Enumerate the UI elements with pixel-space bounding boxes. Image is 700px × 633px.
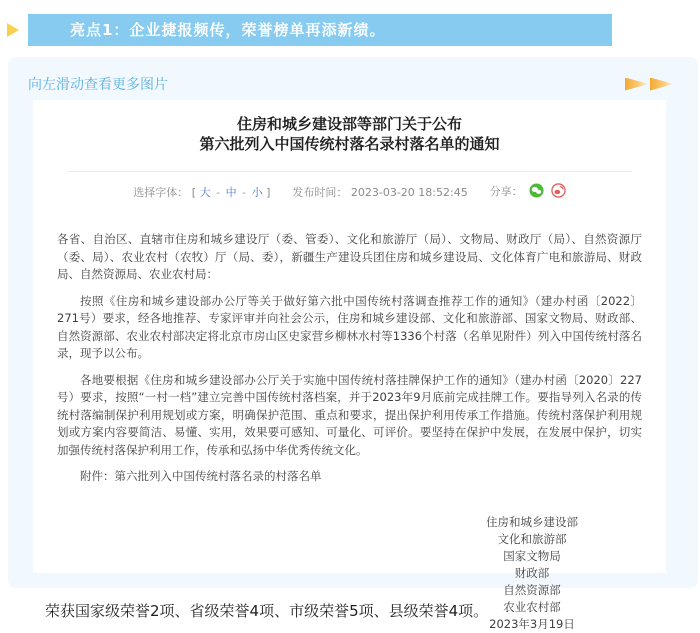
signature-date: 2023年3月19日	[489, 616, 575, 631]
paragraph-requirements: 各地要根据《住房和城乡建设部办公厅关于实施中国传统村落挂牌保护工作的通知》（建办村函〔2020〕227号）要求，按照“一村一档”建立完善中国传统村落档案，并于2023年9月底前完成挂牌工作。要指导列入名录的传统村落编制保护利用规划或方案，明确保护范围、重点和要求，提出保护利用传承工作措施。传统村落保护利用规划或方案内容要简洁、易懂、实用，效果要可感知、可量化、可评价。要坚持在保护中发展，在发展中保护，切实加强传统村落保护利用工作，传承和弘扬中华优秀传统文化。	[57, 372, 642, 457]
swipe-hint-label: 向左滑动查看更多图片	[28, 77, 168, 93]
font-size-selector	[133, 184, 270, 200]
title-line-2: 第六批列入中国传统村落名录村落名单的通知	[199, 135, 500, 153]
signature-agency: 住房和城乡建设部	[486, 514, 578, 529]
separator: -	[216, 186, 221, 199]
right-arrow-icon	[650, 78, 674, 91]
share-wechat-icon[interactable]	[529, 183, 544, 201]
signature-agency: 国家文物局	[503, 548, 561, 563]
publish-time-label: 发布时间：	[292, 186, 348, 199]
font-size-medium-link[interactable]: 中	[225, 186, 237, 199]
share-weibo-icon[interactable]	[551, 183, 566, 201]
publish-time-group	[292, 184, 467, 200]
banner-arrow-icon	[7, 23, 19, 37]
right-arrow-icon	[625, 78, 649, 91]
gallery-hint-row	[28, 73, 674, 95]
honors-summary-text: 荣获国家级荣誉2项、省级荣誉4项、市级荣誉5项、县级荣誉4项。	[45, 602, 489, 620]
share-group	[490, 183, 566, 201]
signature-agency: 自然资源部	[503, 582, 561, 597]
title-divider	[67, 171, 632, 172]
signature-agency: 文化和旅游部	[497, 531, 567, 546]
publish-time-value: 2023-03-20 18:52:45	[350, 186, 468, 199]
highlight-banner: 亮点1：企业捷报频传，荣誉榜单再添新绩。	[28, 14, 612, 46]
font-size-large-link[interactable]: 大	[199, 186, 211, 199]
highlight-banner-row	[0, 14, 700, 46]
scroll-right-arrows-icon[interactable]	[624, 78, 674, 91]
notice-body	[57, 231, 642, 486]
attachment-line: 附件：第六批列入中国传统村落名录的村落名单	[80, 469, 322, 483]
paragraph-announcement: 按照《住房和城乡建设部办公厅等关于做好第六批中国传统村落调查推荐工作的通知》（建办村函〔2022〕271号）要求，经各地推荐、专家评审并向社会公示，住房和城乡建设部、文化和旅游部、国家文物局、财政部、自然资源部、农业农村部决定将北京市房山区史家营乡柳林水村等1336个村落（名单见附件）列入中国传统村落名录，现予以公布。	[57, 293, 642, 360]
signature-agency: 财政部	[514, 565, 550, 580]
font-size-small-link[interactable]: 小	[251, 186, 263, 199]
share-label: 分享：	[489, 185, 523, 198]
bracket-right: ]	[266, 186, 271, 199]
signature-agency: 农业农村部	[503, 599, 561, 614]
bracket-left: [	[191, 186, 197, 199]
title-line-1: 住房和城乡建设部等部门关于公布	[236, 115, 462, 133]
page-title	[57, 114, 642, 154]
font-size-label: 选择字体：	[133, 186, 189, 199]
paragraph-addressees: 各省、自治区、直辖市住房和城乡建设厅（委、管委）、文化和旅游厅（局）、文物局、财政厅（局）、自然资源厅（委、局）、农业农村（农牧）厅（局、委），新疆生产建设兵团住房和城乡建设局、文化体育广电和旅游局、财政局、自然资源局、农业农村局：	[57, 232, 642, 281]
separator: -	[242, 186, 247, 199]
meta-bar	[57, 183, 642, 201]
